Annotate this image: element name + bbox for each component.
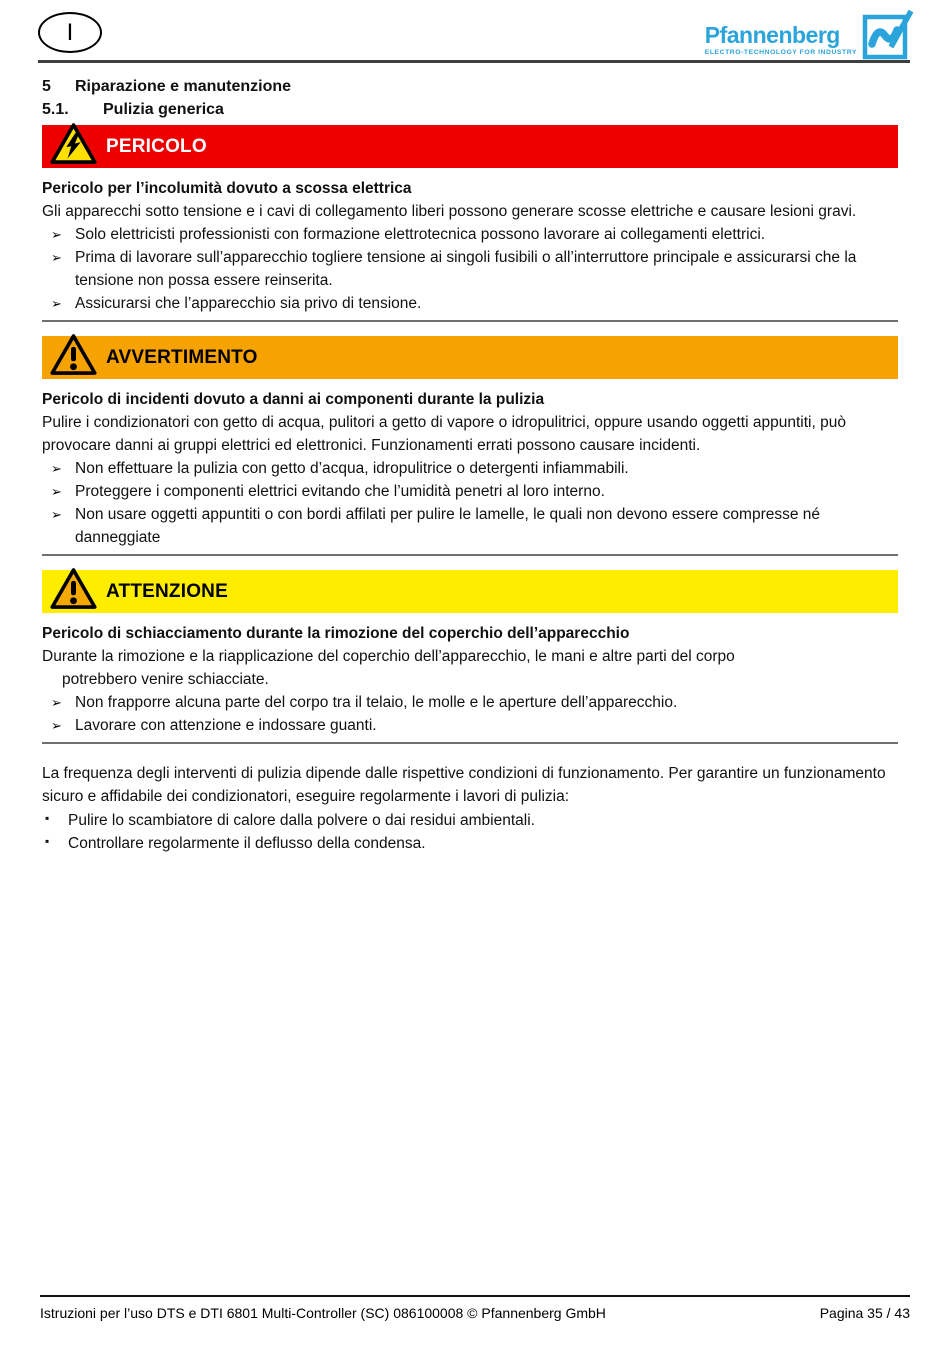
arrow-bullet-icon: ➢: [51, 227, 62, 242]
danger-banner: [42, 125, 898, 168]
maintenance-task-text: Controllare regolarmente il deflusso della condensa.: [68, 835, 426, 852]
logo-text-block: [705, 24, 857, 56]
warning-title: Pericolo di schiacciamento durante la rimozione del coperchio dell’apparecchio: [42, 625, 630, 642]
warning-bullet-text: Lavorare con attenzione e indossare guanti.: [75, 717, 377, 734]
warning-banner: [42, 336, 898, 379]
warning-bullet-text: Non usare oggetti appuntiti o con bordi affilati per pulire le lamelle, le quali non devono essere compresse né danneggiate: [75, 506, 821, 546]
footer-divider: [40, 1295, 910, 1297]
subsection-heading: [42, 99, 898, 120]
warning-bullet-text: Non effettuare la pulizia con getto d’acqua, idropulitrice o detergenti infiammabili.: [75, 460, 629, 477]
exclamation-warning-icon: [50, 567, 97, 610]
warning-title: Pericolo per l’incolumità dovuto a scossa elettrica: [42, 180, 412, 197]
warning-title: Pericolo di incidenti dovuto a danni ai componenti durante la pulizia: [42, 391, 545, 408]
arrow-bullet-icon: ➢: [51, 461, 62, 476]
arrow-bullet-icon: ➢: [51, 296, 62, 311]
page-content: [42, 76, 898, 855]
footer-document-info: Istruzioni per l’uso DTS e DTI 6801 Multi-Controller (SC) 086100008 © Pfannenberg GmbH: [40, 1305, 606, 1321]
warning-bullet-text: Prima di lavorare sull’apparecchio togliere tensione ai singoli fusibili o all’interruttore principale e assicurarsi che la tensione non possa essere reinserita.: [75, 249, 857, 289]
maintenance-task: [42, 832, 898, 855]
footer-page-number: Pagina 35 / 43: [819, 1305, 910, 1321]
exclamation-warning-icon: [50, 333, 97, 376]
section-number: 5: [42, 78, 51, 95]
maintenance-task-text: Pulire lo scambiatore di calore dalla polvere o dai residui ambientali.: [68, 812, 535, 829]
attention-banner: [42, 570, 898, 613]
warning-body: Pulire i condizionatori con getto di acqua, pulitori a getto di vapore o idropulitrici, oppure usando oggetti appuntiti, può provocare danni ai gruppi elettrici ed elettronici. Funzionamenti errati possono causare incidenti.: [42, 414, 846, 454]
arrow-bullet-icon: ➢: [51, 484, 62, 499]
section-divider: [42, 320, 898, 322]
section-heading: [42, 76, 898, 97]
logo-tagline-text: ELECTRO-TECHNOLOGY FOR INDUSTRY: [704, 49, 857, 56]
section-title: Riparazione e manutenzione: [75, 78, 292, 95]
section-divider: [42, 742, 898, 744]
warning-bullet-list: [42, 223, 898, 315]
attention-banner-label: ATTENZIONE: [106, 581, 228, 602]
warning-bullet: [42, 223, 898, 246]
warning-body-line2: potrebbero venire schiacciate.: [62, 671, 269, 688]
electric-shock-warning-icon: [50, 122, 97, 165]
arrow-bullet-icon: ➢: [51, 718, 62, 733]
page-footer: [40, 1295, 910, 1321]
header-divider: [38, 60, 910, 63]
danger-banner-label: PERICOLO: [106, 136, 207, 157]
square-bullet-icon: ▪: [45, 834, 50, 848]
warning-bullet: [42, 714, 898, 737]
warning-bullet: [42, 503, 898, 549]
language-badge: [38, 12, 102, 53]
attention-warning-block: [42, 570, 898, 744]
warning-bullet: [42, 292, 898, 315]
warning-bullet-list: [42, 457, 898, 549]
warning-body: Gli apparecchi sotto tensione e i cavi di collegamento liberi possono generare scosse elettriche e causare lesioni gravi.: [42, 203, 857, 220]
page-header: [38, 8, 914, 60]
warning-bullet-list: [42, 691, 898, 737]
warning-bullet: [42, 691, 898, 714]
pfannenberg-logo-mark-icon: [862, 10, 914, 65]
section-divider: [42, 554, 898, 556]
caution-warning-block: [42, 336, 898, 556]
warning-bullet-text: Proteggere i componenti elettrici evitando che l’umidità penetri al loro interno.: [75, 483, 605, 500]
warning-bullet: [42, 246, 898, 292]
subsection-number: 5.1.: [42, 101, 69, 118]
pfannenberg-logo: [705, 10, 914, 65]
warning-body: Durante la rimozione e la riapplicazione del coperchio dell’apparecchio, le mani e altre parti del corpo: [42, 648, 735, 665]
warning-bullet: [42, 457, 898, 480]
warning-banner-label: AVVERTIMENTO: [106, 347, 258, 368]
arrow-bullet-icon: ➢: [51, 507, 62, 522]
warning-bullet-text: Solo elettricisti professionisti con formazione elettrotecnica possono lavorare ai collegamenti elettrici.: [75, 226, 766, 243]
maintenance-task-list: [42, 809, 898, 855]
language-badge-label: I: [66, 18, 74, 46]
arrow-bullet-icon: ➢: [51, 250, 62, 265]
warning-bullet-text: Assicurarsi che l’apparecchio sia privo di tensione.: [75, 295, 422, 312]
danger-warning-block: [42, 125, 898, 322]
warning-bullet: [42, 480, 898, 503]
square-bullet-icon: ▪: [45, 811, 50, 825]
maintenance-task: [42, 809, 898, 832]
logo-brand-text: Pfannenberg: [704, 22, 840, 48]
arrow-bullet-icon: ➢: [51, 695, 62, 710]
subsection-title: Pulizia generica: [103, 101, 224, 118]
warning-bullet-text: Non frapporre alcuna parte del corpo tra il telaio, le molle e le aperture dell’apparecchio.: [75, 694, 678, 711]
closing-paragraph: La frequenza degli interventi di pulizia dipende dalle rispettive condizioni di funzionamento. Per garantire un funzionamento sicuro e affidabile dei condizionatori, eseguire regolarmente i lavori di pulizia:: [42, 765, 886, 805]
